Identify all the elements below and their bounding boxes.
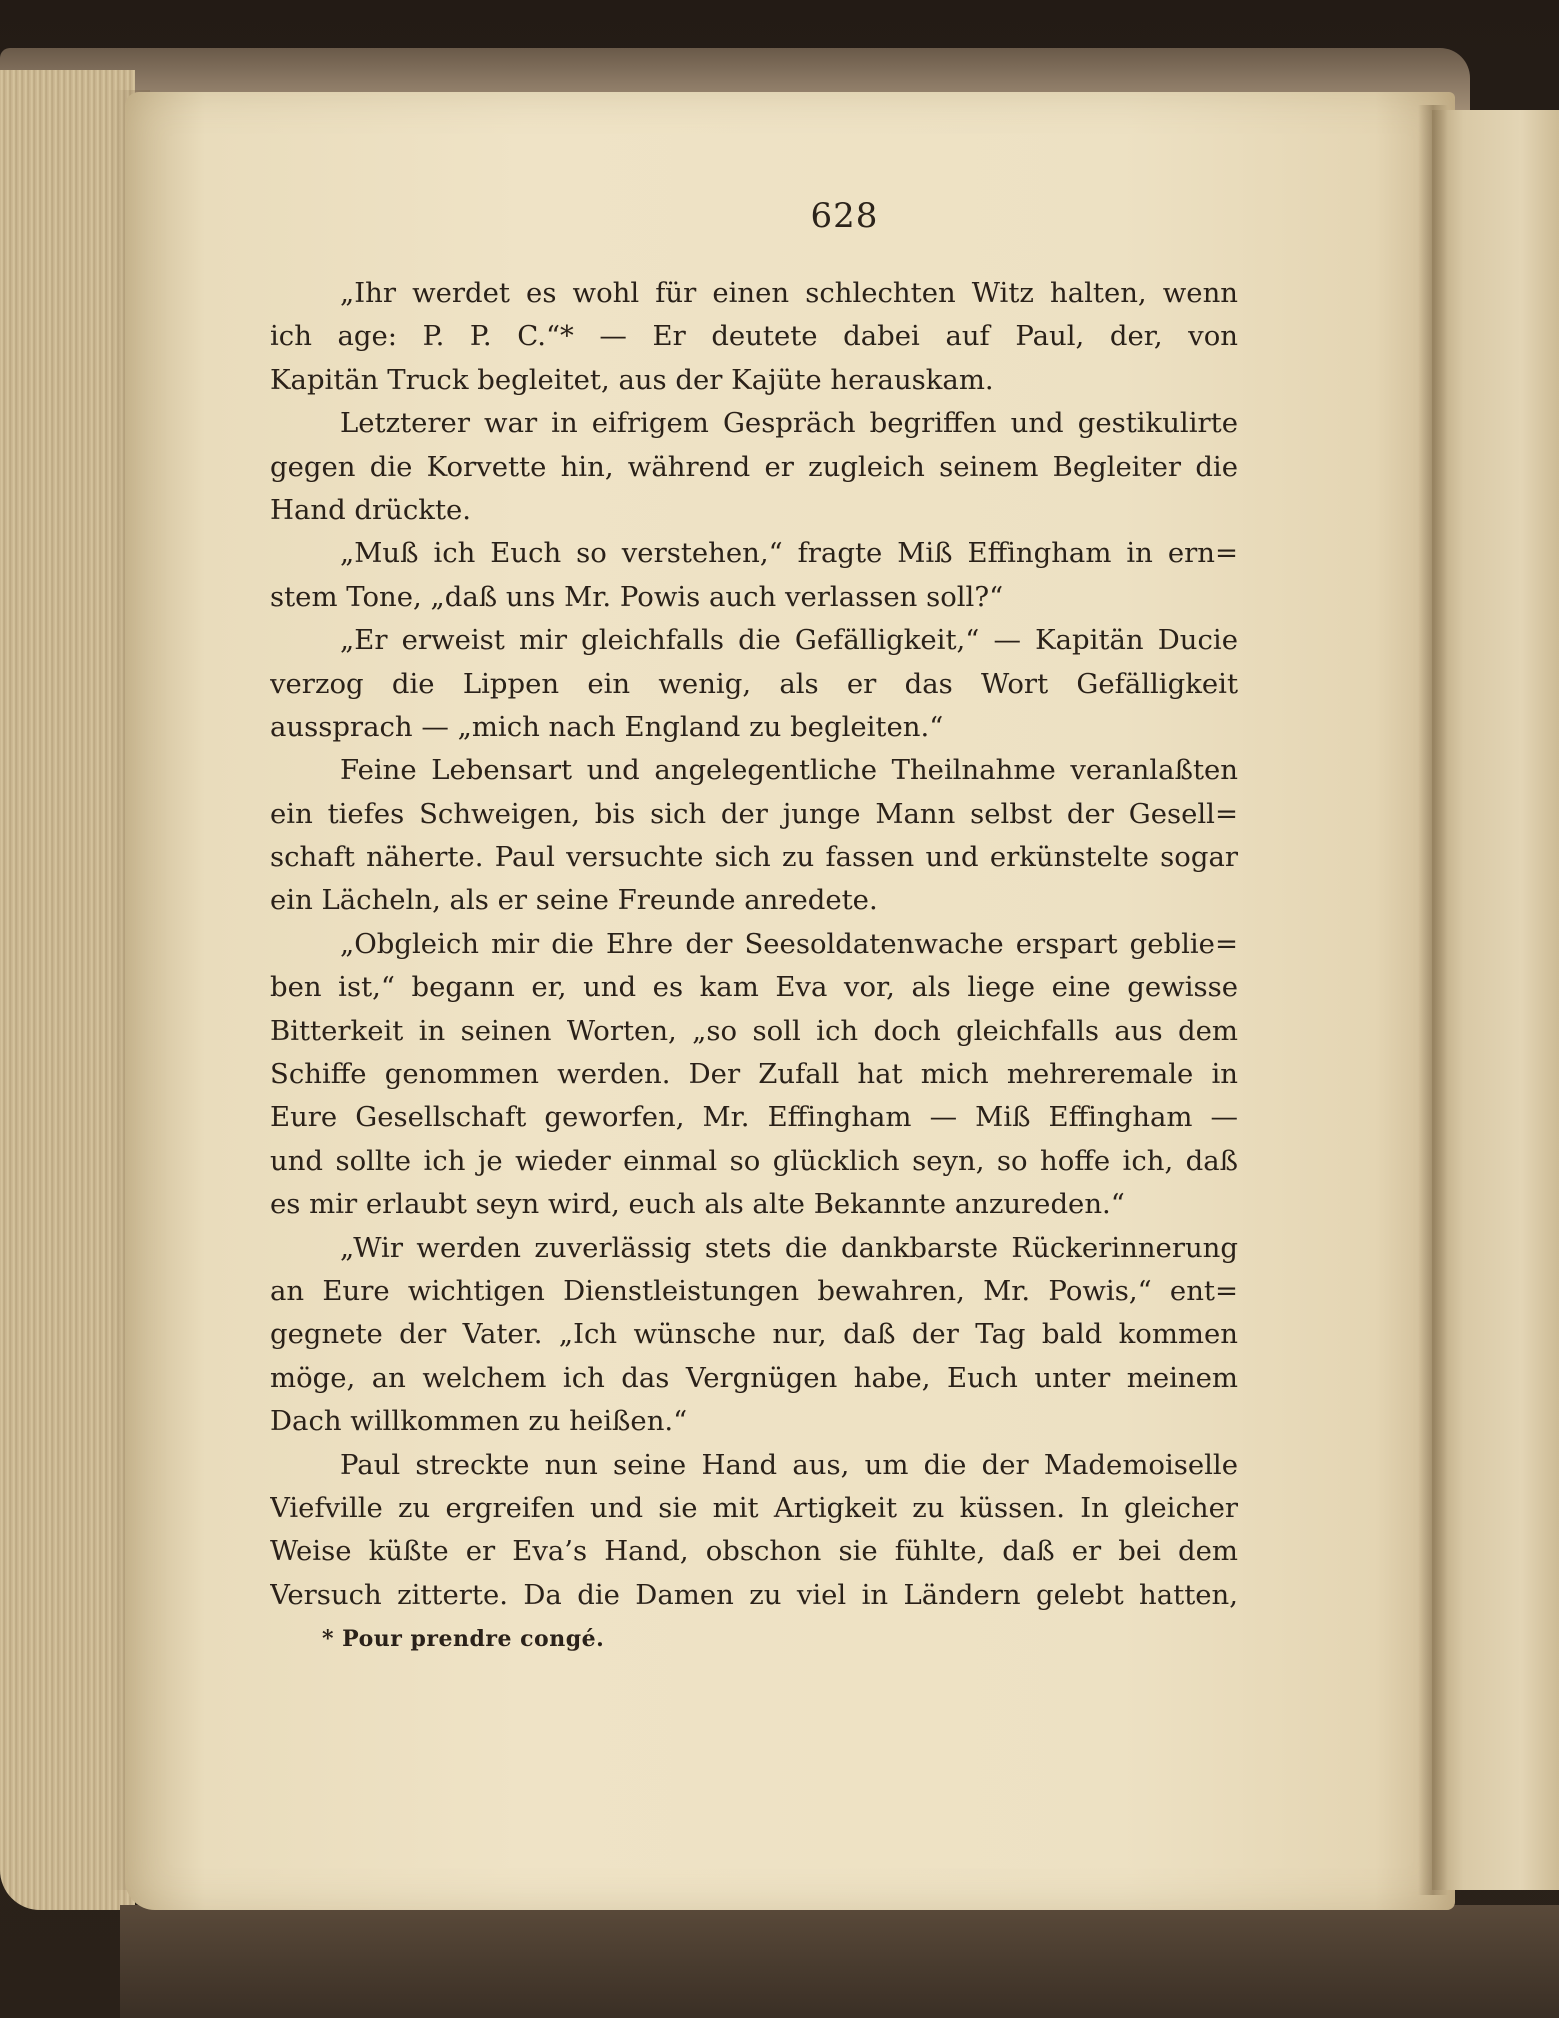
text-line: schaft näherte. Paul versuchte sich zu fassen und erkünstelte sogar bbox=[270, 841, 1238, 874]
text-line: möge, an welchem ich das Vergnügen habe, Euch unter meinem bbox=[270, 1361, 1238, 1394]
text-line: Viefville zu ergreifen und sie mit Artigkeit zu küssen. In gleicher bbox=[270, 1491, 1238, 1524]
text-line: und sollte ich je wieder einmal so glücklich seyn, so hoffe ich, daß bbox=[270, 1144, 1238, 1177]
text-line: an Eure wichtigen Dienstleistungen bewahren, Mr. Powis,“ ent= bbox=[270, 1274, 1238, 1307]
book-gutter bbox=[1418, 105, 1448, 1895]
text-line: „Ihr werdet es wohl für einen schlechten Witz halten, wenn bbox=[340, 277, 1238, 309]
text-line: „Muß ich Euch so verstehen,“ fragte Miß Effingham in ern= bbox=[340, 537, 1238, 570]
text-line: Bitterkeit in seinen Worten, „so soll ich doch gleichfalls aus dem bbox=[270, 1014, 1238, 1047]
text-line: Dach willkommen zu heißen.“ bbox=[270, 1405, 688, 1438]
text-line: ein tiefes Schweigen, bis sich der junge Mann selbst der Gesell= bbox=[270, 797, 1238, 830]
text-line: aussprach — „mich nach England zu begleiten.“ bbox=[270, 710, 944, 743]
text-line: gegen die Korvette hin, während er zugleich seinem Begleiter die bbox=[270, 450, 1238, 483]
facing-page-edge bbox=[1432, 110, 1559, 1890]
footnote: * Pour prendre congé. bbox=[322, 1626, 605, 1652]
text-line: Versuch zitterte. Da die Damen zu viel in Ländern gelebt hatten, bbox=[270, 1578, 1238, 1611]
text-line: ben ist,“ begann er, und es kam Eva vor, als liege eine gewisse bbox=[270, 971, 1238, 1004]
book-bottom-edge bbox=[120, 1905, 1559, 2018]
page-number: 628 bbox=[810, 196, 879, 236]
text-line: Paul streckte nun seine Hand aus, um die der Mademoiselle bbox=[340, 1448, 1238, 1481]
text-line: Hand drückte. bbox=[270, 493, 472, 526]
body-text bbox=[270, 272, 1238, 1617]
text-line: „Wir werden zuverlässig stets die dankbarste Rückerinnerung bbox=[340, 1231, 1238, 1264]
text-line: gegnete der Vater. „Ich wünsche nur, daß der Tag bald kommen bbox=[270, 1318, 1238, 1351]
text-line: ein Lächeln, als er seine Freunde anredete. bbox=[270, 884, 878, 917]
page-number-row bbox=[0, 196, 1559, 236]
text-line: verzog die Lippen ein wenig, als er das Wort Gefälligkeit bbox=[270, 667, 1238, 700]
text-line: Feine Lebensart und angelegentliche Theilnahme veranlaßten bbox=[340, 754, 1238, 787]
text-line: Weise küßte er Eva’s Hand, obschon sie fühlte, daß er bei dem bbox=[270, 1535, 1238, 1568]
text-line: Kapitän Truck begleitet, aus der Kajüte herauskam. bbox=[270, 363, 994, 396]
text-line: es mir erlaubt seyn wird, euch als alte Bekannte anzureden.“ bbox=[270, 1188, 1125, 1221]
text-line: ich age: P. P. C.“* — Er deutete dabei auf Paul, der, von bbox=[270, 320, 1238, 353]
text-line: „Obgleich mir die Ehre der Seesoldatenwache erspart geblie= bbox=[340, 927, 1238, 960]
text-line: „Er erweist mir gleichfalls die Gefälligkeit,“ — Kapitän Ducie bbox=[340, 624, 1238, 657]
text-line: Letzterer war in eifrigem Gespräch begriffen und gestikulirte bbox=[340, 407, 1238, 440]
text-line: Schiffe genommen werden. Der Zufall hat mich mehreremale in bbox=[270, 1058, 1238, 1091]
text-line: stem Tone, „daß uns Mr. Powis auch verlassen soll?“ bbox=[270, 580, 1004, 613]
text-line: Eure Gesellschaft geworfen, Mr. Effingham — Miß Effingham — bbox=[270, 1101, 1238, 1134]
